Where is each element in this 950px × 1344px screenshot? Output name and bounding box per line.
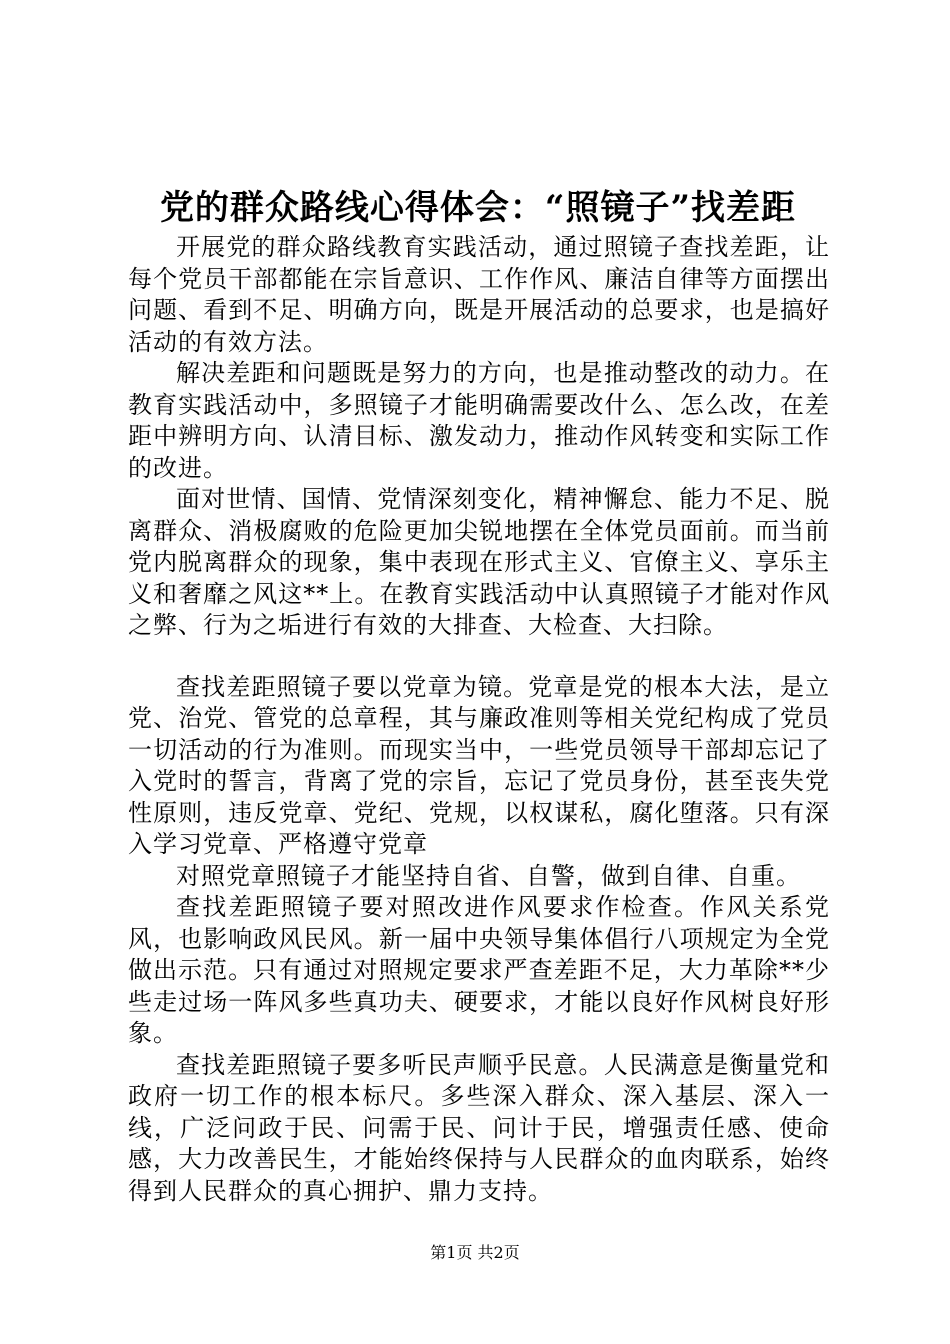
paragraph-3: 面对世情、国情、党情深刻变化，精神懈怠、能力不足、脱离群众、消极腐败的危险更加尖锐地摆在全体党员面前。而当前党内脱离群众的现象，集中表现在形式主义、官僚主义、享乐主义和奢靡之风这**上。在教育实践活动中认真照镜子才能对作风之弊、行为之垢进行有效的大排查、大检查、大扫除。 <box>128 485 830 639</box>
paragraph-6: 查找差距照镜子要对照改进作风要求作检查。作风关系党风，也影响政风民风。新一届中央领导集体倡行八项规定为全党做出示范。只有通过对照规定要求严查差距不足，大力革除**少些走过场一阵风多些真功夫、硬要求，才能以良好作风树良好形象。 <box>128 893 830 1047</box>
document-title: 党的群众路线心得体会：“照镜子”找差距 <box>159 188 797 228</box>
paragraph-1: 开展党的群众路线教育实践活动，通过照镜子查找差距，让每个党员干部都能在宗旨意识、工作作风、廉洁自律等方面摆出问题、看到不足、明确方向，既是开展活动的总要求，也是搞好活动的有效方法。 <box>128 233 830 356</box>
page-number-footer: 第1页 共2页 <box>430 1243 520 1262</box>
paragraph-5: 对照党章照镜子才能坚持自省、自警，做到自律、自重。 <box>176 861 801 890</box>
document-body <box>128 232 830 1207</box>
paragraph-7: 查找差距照镜子要多听民声顺乎民意。人民满意是衡量党和政府一切工作的根本标尺。多些深入群众、深入基层、深入一线，广泛问政于民、问需于民、问计于民，增强责任感、使命感，大力改善民生，才能始终保持与人民群众的血肉联系，始终得到人民群众的真心拥护、鼎力支持。 <box>128 1050 830 1205</box>
paragraph-4: 查找差距照镜子要以党章为镜。党章是党的根本大法，是立党、治党、管党的总章程，其与廉政准则等相关党纪构成了党员一切活动的行为准则。而现实当中，一些党员领导干部却忘记了入党时的誓言，背离了党的宗旨，忘记了党员身份，甚至丧失党性原则，违反党章、党纪、党规，以权谋私，腐化堕落。只有深入学习党章、严格遵守党章 <box>128 672 830 858</box>
paragraph-2: 解决差距和问题既是努力的方向，也是推动整改的动力。在教育实践活动中，多照镜子才能明确需要改什么、怎么改，在差距中辨明方向、认清目标、激发动力，推动作风转变和实际工作的改进。 <box>128 359 830 482</box>
